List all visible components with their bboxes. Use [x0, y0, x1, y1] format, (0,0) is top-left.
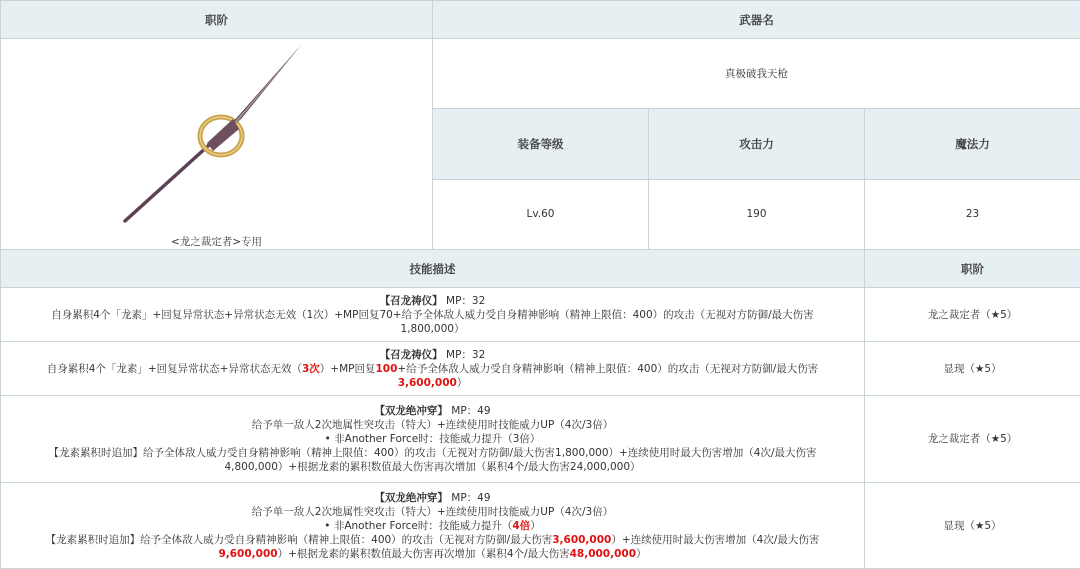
skill-job: 龙之裁定者（★5） [865, 396, 1080, 483]
skill-mp: MP：49 [451, 492, 490, 504]
skill-line: 给予单一敌人2次地属性突攻击（特大）+连续使用时技能威力UP（4次/3倍） [5, 418, 860, 432]
magic-header: 魔法力 [865, 109, 1080, 179]
weapon-name: 真极破我天枪 [433, 39, 1080, 109]
skill-bullet: • 非Another Force时：技能威力提升（3倍） [5, 432, 860, 446]
skill-text: 非Another Force时：技能威力提升（ [334, 520, 513, 532]
skill-desc-header: 技能描述 [1, 250, 865, 288]
weapon-caption: <龙之裁定者>专用 [1, 235, 432, 249]
skill-description [1, 288, 865, 342]
skill-name: 【召龙祷仪】 [380, 349, 443, 361]
skill-line: 给予单一敌人2次地属性突攻击（特大）+连续使用时技能威力UP（4次/3倍） [5, 505, 860, 519]
equip-level-value: Lv.60 [433, 179, 649, 249]
skill-text: ） [636, 548, 647, 560]
skill-line: 【龙素累积时追加】给予全体敌人威力受自身精神影响（精神上限值：400）的攻击（无视对方防御/最大伤害1,800,000）+连续使用时最大伤害增加（4次/最大伤害 [5, 446, 860, 460]
equip-level-header: 装备等级 [433, 109, 649, 179]
skill-text: +给予全体敌人威力受自身精神影响（精神上限值：400）的攻击（无视对方防御/最大伤害 [397, 363, 818, 375]
table-row [1, 483, 1080, 569]
skill-bullet [5, 519, 860, 533]
skill-job: 显现（★5） [865, 342, 1080, 396]
skill-text: ）+MP回复 [320, 363, 376, 375]
weapon-image-cell [1, 39, 433, 250]
spear-icon [111, 39, 321, 225]
skill-text: ） [457, 377, 468, 389]
skill-highlight: 9,600,000 [218, 548, 277, 560]
skill-name: 【召龙祷仪】 [380, 295, 443, 307]
skill-job-header: 职阶 [865, 250, 1080, 288]
skill-mp: MP：32 [446, 295, 485, 307]
skill-mp: MP：32 [446, 349, 485, 361]
table-row [1, 342, 1080, 396]
skill-highlight: 3,600,000 [398, 377, 457, 389]
magic-value: 23 [865, 179, 1080, 249]
skill-job: 龙之裁定者（★5） [865, 288, 1080, 342]
skill-text: 【龙素累积时追加】给予全体敌人威力受自身精神影响（精神上限值：400）的攻击（无视对方防御/最大伤害 [46, 534, 553, 546]
attack-header: 攻击力 [649, 109, 865, 179]
skill-name: 【双龙绝冲穿】 [374, 405, 448, 417]
skill-highlight: 3,600,000 [552, 534, 611, 546]
skill-name: 【双龙绝冲穿】 [374, 492, 448, 504]
skill-line: 4,800,000）+根据龙素的累积数值最大伤害再次增加（累积4个/最大伤害24,000,000） [5, 460, 860, 474]
skill-highlight: 100 [376, 363, 398, 375]
skill-description [1, 396, 865, 483]
job-header: 职阶 [1, 1, 433, 39]
skill-description [1, 483, 865, 569]
skill-line: 自身累积4个「龙素」+回复异常状态+异常状态无效（1次）+MP回复70+给予全体敌人威力受自身精神影响（精神上限值：400）的攻击（无视对方防御/最大伤害 [5, 308, 860, 322]
skill-text: 自身累积4个「龙素」+回复异常状态+异常状态无效（ [47, 363, 302, 375]
skill-text: ）+根据龙素的累积数值最大伤害再次增加（累积4个/最大伤害 [278, 548, 570, 560]
table-row [1, 396, 1080, 483]
skill-highlight: 4倍 [512, 520, 530, 532]
skill-text: ） [530, 520, 541, 532]
skill-text: ）+连续使用时最大伤害增加（4次/最大伤害 [611, 534, 819, 546]
table-row [1, 288, 1080, 342]
skill-description [1, 342, 865, 396]
attack-value: 190 [649, 179, 865, 249]
skill-highlight: 48,000,000 [570, 548, 636, 560]
skill-job: 显现（★5） [865, 483, 1080, 569]
skill-highlight: 3次 [302, 363, 320, 375]
weapon-name-header: 武器名 [433, 1, 1080, 39]
skill-mp: MP：49 [451, 405, 490, 417]
skill-line: 1,800,000） [5, 322, 860, 336]
